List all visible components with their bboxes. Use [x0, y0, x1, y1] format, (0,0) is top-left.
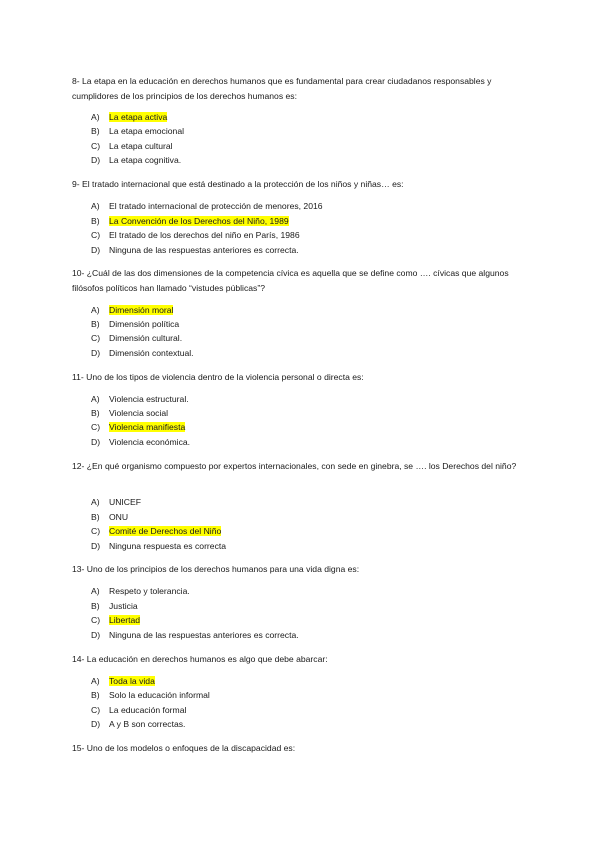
option-11c	[91, 421, 185, 433]
option-letter: B)	[91, 601, 100, 611]
option-text: Violencia estructural.	[109, 394, 189, 404]
option-letter: B)	[91, 216, 100, 226]
option-12b	[91, 511, 128, 523]
option-letter: C)	[91, 526, 101, 536]
question-13: 13- Uno de los principios de los derechos humanos para una vida digna es:	[72, 564, 360, 574]
option-text: UNICEF	[109, 497, 141, 507]
option-text: Dimensión cultural.	[109, 333, 183, 343]
option-10a	[91, 304, 173, 316]
option-letter: D)	[91, 630, 101, 640]
question-8: 8- La etapa en la educación en derechos humanos que es fundamental para crear ciudadanos responsables y cumplidores de los principios de los derechos humanos es:	[72, 76, 492, 101]
option-text: Respeto y tolerancia.	[109, 586, 190, 596]
option-text: La etapa activa	[109, 112, 168, 122]
option-text: El tratado de los derechos del niño en París, 1986	[109, 230, 300, 240]
option-letter: C)	[91, 230, 101, 240]
option-text: El tratado internacional de protección de menores, 2016	[109, 201, 323, 211]
option-letter: B)	[91, 690, 100, 700]
option-letter: A)	[91, 497, 100, 507]
option-8a	[91, 111, 167, 123]
option-letter: C)	[91, 141, 101, 151]
option-10b	[91, 318, 179, 330]
option-letter: D)	[91, 348, 101, 358]
option-letter: B)	[91, 512, 100, 522]
option-text: Ninguna respuesta es correcta	[109, 541, 227, 551]
option-13a	[91, 585, 190, 597]
option-letter: B)	[91, 319, 100, 329]
option-text: Dimensión moral	[109, 305, 174, 315]
option-9b	[91, 215, 289, 227]
option-13d	[91, 629, 299, 641]
question-10: 10- ¿Cuál de las dos dimensiones de la competencia cívica es aquella que se define como …. cívicas que algunos filósofos políticos han llamado “vistudes públicas”?	[72, 268, 509, 293]
option-14d	[91, 718, 185, 730]
option-letter: D)	[91, 541, 101, 551]
option-letter: D)	[91, 155, 101, 165]
option-text: La etapa emocional	[109, 126, 185, 136]
option-14b	[91, 689, 210, 701]
option-text: Toda la vida	[109, 676, 155, 686]
option-letter: C)	[91, 333, 101, 343]
option-letter: C)	[91, 705, 101, 715]
question-9: 9- El tratado internacional que está destinado a la protección de los niños y niñas… es:	[72, 179, 404, 189]
option-text: Justicia	[109, 601, 138, 611]
question-12: 12- ¿En qué organismo compuesto por expertos internacionales, con sede en ginebra, se …. los Derechos del niño?	[72, 461, 517, 471]
option-text: La etapa cognitiva.	[109, 155, 182, 165]
option-text: La etapa cultural	[109, 141, 173, 151]
option-9c	[91, 229, 300, 241]
option-letter: D)	[91, 719, 101, 729]
option-12d	[91, 540, 226, 552]
option-text: Violencia social	[109, 408, 169, 418]
option-text: La educación formal	[109, 705, 187, 715]
option-8c	[91, 140, 173, 152]
option-text: Dimensión contextual.	[109, 348, 194, 358]
option-text: ONU	[109, 512, 129, 522]
option-11a	[91, 393, 189, 405]
option-letter: A)	[91, 394, 100, 404]
option-letter: A)	[91, 305, 100, 315]
option-text: Solo la educación informal	[109, 690, 210, 700]
option-text: Comité de Derechos del Niño	[109, 526, 222, 536]
option-14c	[91, 704, 186, 716]
option-8b	[91, 125, 184, 137]
option-letter: A)	[91, 112, 100, 122]
option-letter: C)	[91, 422, 101, 432]
option-12c	[91, 525, 221, 537]
option-13b	[91, 600, 138, 612]
option-14a	[91, 675, 155, 687]
option-13c	[91, 614, 140, 626]
option-letter: B)	[91, 126, 100, 136]
option-text: Violencia manifiesta	[109, 422, 186, 432]
option-text: Dimensión política	[109, 319, 180, 329]
option-text: Violencia económica.	[109, 437, 191, 447]
option-text: A y B son correctas.	[109, 719, 186, 729]
option-11d	[91, 436, 190, 448]
option-10d	[91, 347, 194, 359]
question-14: 14- La educación en derechos humanos es algo que debe abarcar:	[72, 654, 328, 664]
question-15: 15- Uno de los modelos o enfoques de la discapacidad es:	[72, 743, 296, 753]
option-9a	[91, 200, 323, 212]
option-text: Ninguna de las respuestas anteriores es correcta.	[109, 245, 299, 255]
option-8d	[91, 154, 181, 166]
option-letter: D)	[91, 437, 101, 447]
option-10c	[91, 332, 182, 344]
option-text: La Convención de los Derechos del Niño, 1989	[109, 216, 289, 226]
option-letter: A)	[91, 676, 100, 686]
option-11b	[91, 407, 168, 419]
option-9d	[91, 244, 299, 256]
option-12a	[91, 496, 141, 508]
option-letter: D)	[91, 245, 101, 255]
question-11: 11- Uno de los tipos de violencia dentro de la violencia personal o directa es:	[72, 372, 364, 382]
option-letter: B)	[91, 408, 100, 418]
option-text: Libertad	[109, 615, 141, 625]
option-text: Ninguna de las respuestas anteriores es correcta.	[109, 630, 299, 640]
option-letter: A)	[91, 201, 100, 211]
option-letter: C)	[91, 615, 101, 625]
option-letter: A)	[91, 586, 100, 596]
